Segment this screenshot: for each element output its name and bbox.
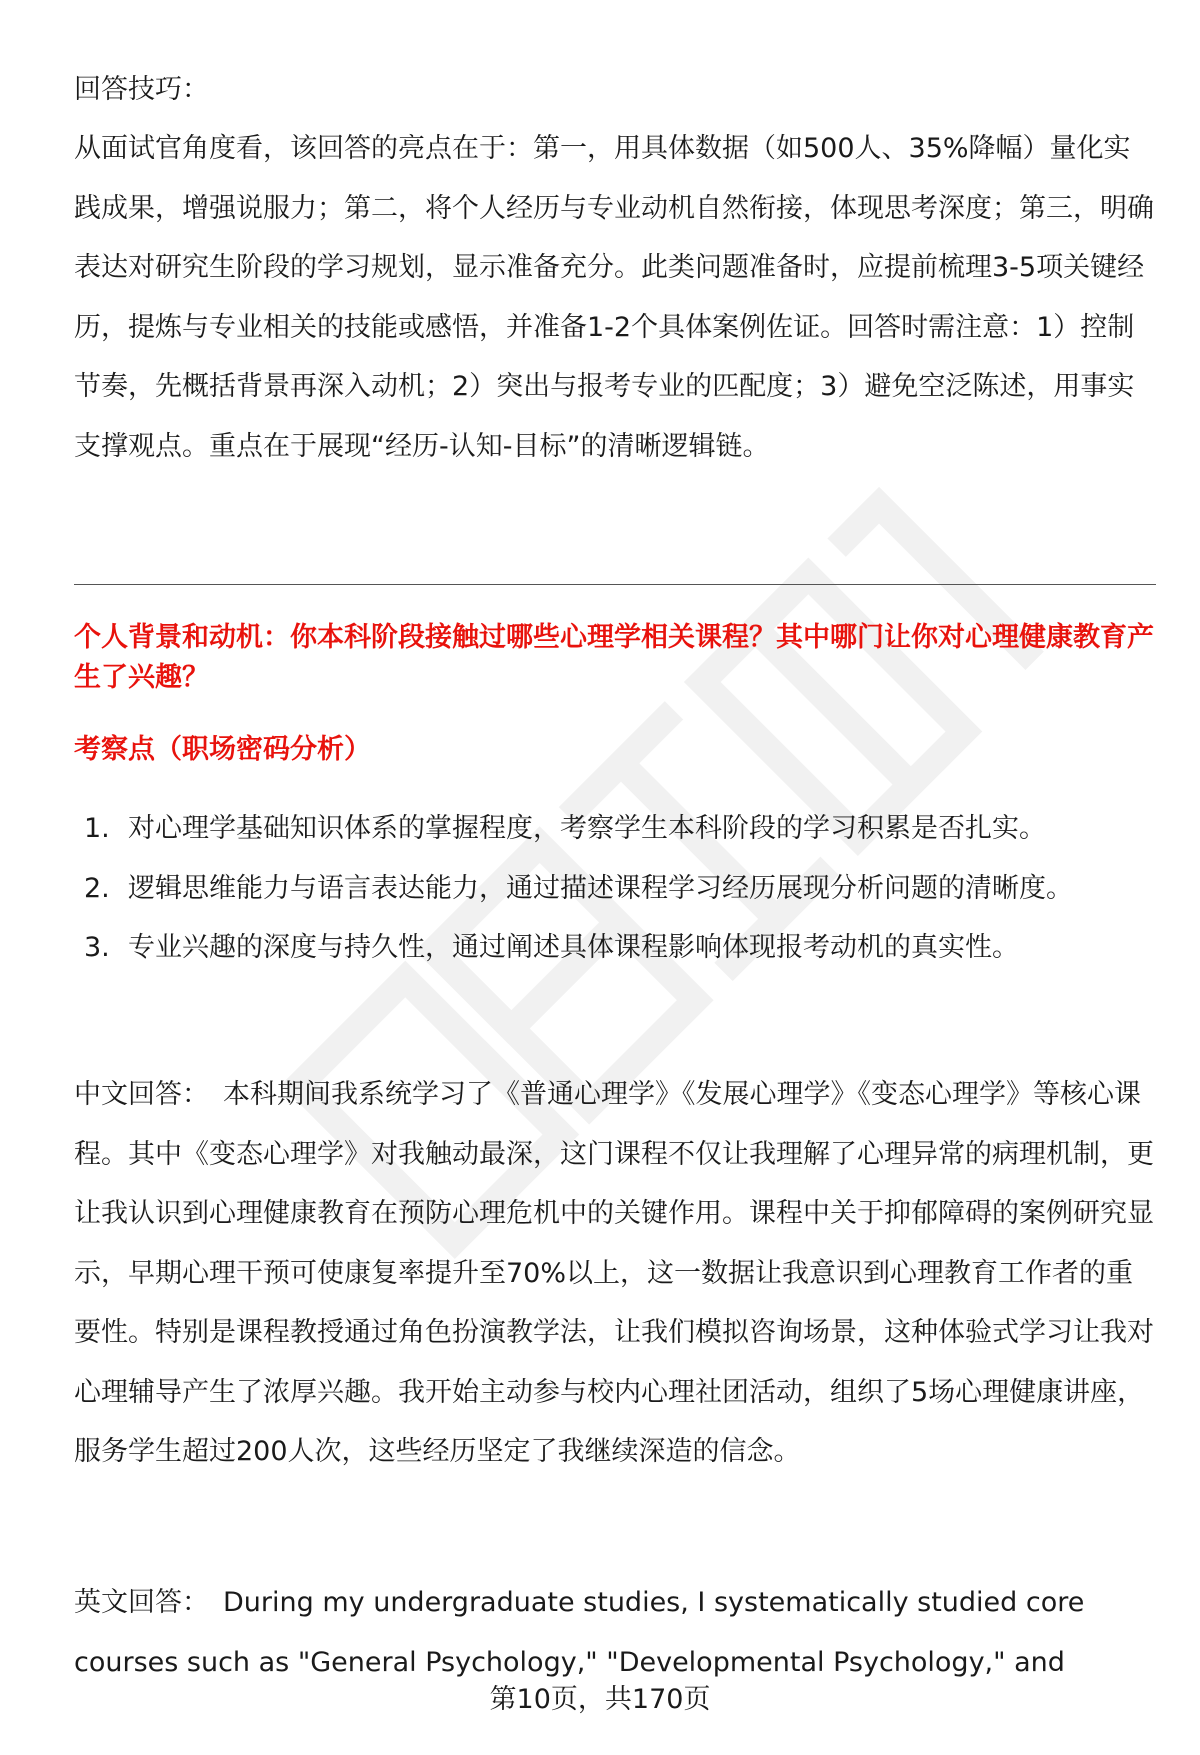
english-answer	[74, 1573, 1156, 1692]
document-page	[74, 0, 1156, 1755]
chinese-answer	[74, 1065, 1156, 1482]
assessment-list	[74, 799, 1156, 978]
chinese-answer-label: 中文回答：	[74, 1079, 209, 1110]
list-item	[74, 859, 1156, 919]
list-item	[74, 799, 1156, 859]
list-item	[74, 918, 1156, 978]
english-answer-label: 英文回答：	[74, 1587, 209, 1618]
page-footer: 第10页，共170页	[489, 1684, 711, 1715]
list-item-text: 专业兴趣的深度与持久性，通过阐述具体课程影响体现报考动机的真实性。	[128, 932, 1019, 963]
list-item-number: 1.	[84, 813, 110, 844]
question-title: 个人背景和动机：你本科阶段接触过哪些心理学相关课程？其中哪门让你对心理健康教育产生了兴趣？	[74, 622, 1154, 693]
tips-body: 从面试官角度看，该回答的亮点在于：第一，用具体数据（如500人、35%降幅）量化实践成果，增强说服力；第二，将个人经历与专业动机自然衔接，体现思考深度；第三，明确表达对研究生阶段的学习规划，显示准备充分。此类问题准备时，应提前梳理3-5项关键经历，提炼与专业相关的技能或感悟，并准备1-2个具体案例佐证。回答时需注意：1）控制节奏，先概括背景再深入动机；2）突出与报考专业的匹配度；3）避免空泛陈述，用事实支撑观点。重点在于展现“经历-认知-目标”的清晰逻辑链。	[74, 133, 1154, 462]
section-divider	[74, 584, 1156, 585]
list-item-number: 2.	[84, 872, 110, 904]
assessment-title: 考察点（职场密码分析）	[74, 734, 371, 765]
list-item-text: 对心理学基础知识体系的掌握程度，考察学生本科阶段的学习积累是否扎实。	[128, 813, 1046, 844]
english-answer-text: During my undergraduate studies, I systematically studied core courses such as "General Psychology," "Developmental Psychology," and	[74, 1587, 1085, 1678]
list-item-text: 逻辑思维能力与语言表达能力，通过描述课程学习经历展现分析问题的清晰度。	[128, 872, 1073, 904]
list-item-number: 3.	[84, 932, 110, 963]
chinese-answer-text: 本科期间我系统学习了《普通心理学》《发展心理学》《变态心理学》等核心课程。其中《变态心理学》对我触动最深，这门课程不仅让我理解了心理异常的病理机制，更让我认识到心理健康教育在预防心理危机中的关键作用。课程中关于抑郁障碍的案例研究显示，早期心理干预可使康复率提升至70%以上，这一数据让我意识到心理教育工作者的重要性。特别是课程教授通过角色扮演教学法，让我们模拟咨询场景，这种体验式学习让我对心理辅导产生了浓厚兴趣。我开始主动参与校内心理社团活动，组织了5场心理健康讲座，服务学生超过200人次，这些经历坚定了我继续深造的信念。	[74, 1079, 1154, 1467]
tips-label: 回答技巧：	[74, 74, 209, 105]
